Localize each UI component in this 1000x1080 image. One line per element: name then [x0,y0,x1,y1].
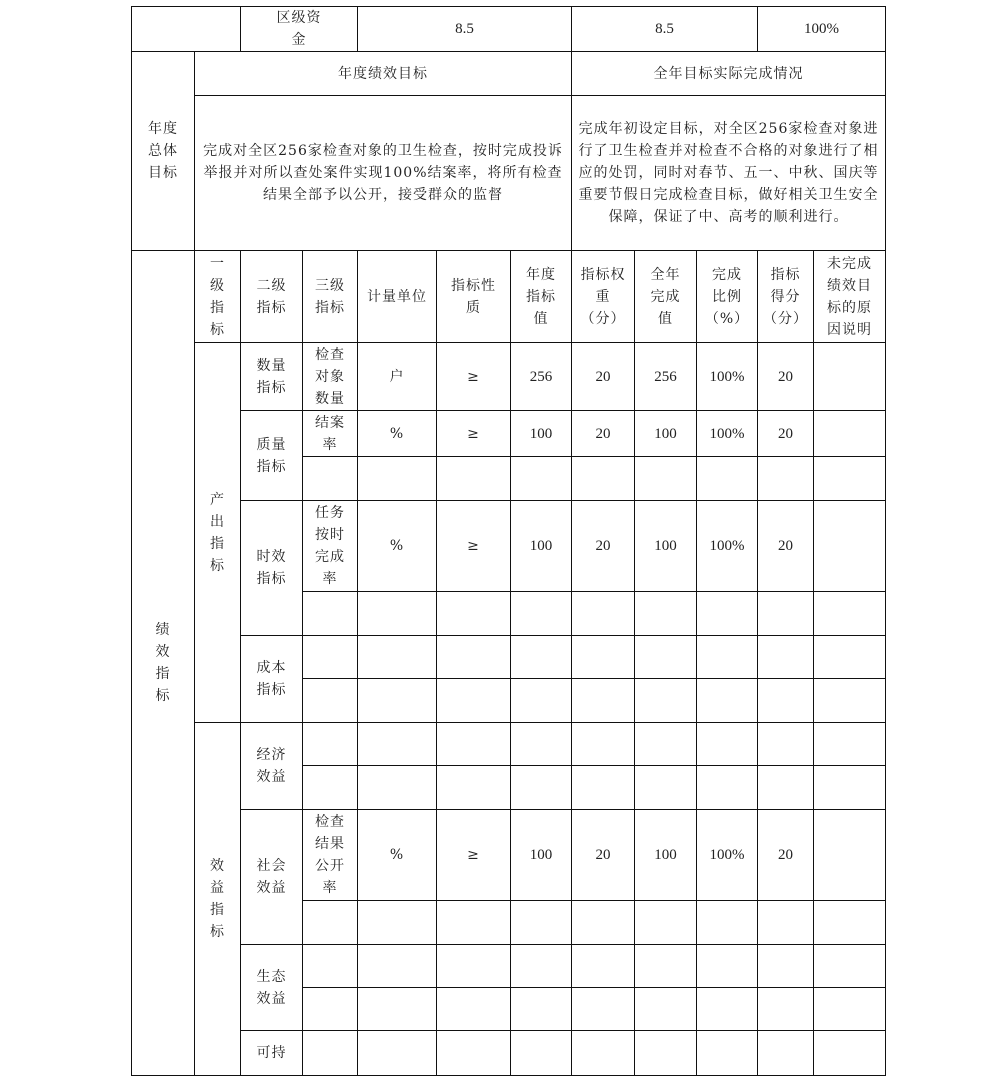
row-weight: 20 [595,368,611,385]
row-weight: 20 [595,425,611,442]
level1-output: 产 出 指 标 [210,491,225,574]
header-annual-value: 年度 指标 值 [526,266,556,327]
hline-row3-bottom [302,591,886,592]
header-level2: 二级 指标 [256,277,287,316]
hline-econ-mid [302,765,886,766]
row-annual-value: 100 [529,847,553,863]
vline-right [885,6,886,1076]
fund-annual-budget: 8.5 [455,21,474,37]
row-weight: 20 [595,847,611,863]
row-nature: ≥ [467,368,480,385]
hline-row4-bottom [302,900,886,901]
fund-execution-rate: 100% [804,21,839,37]
level2-economic: 经济 效益 [256,747,287,785]
header-nature: 指标性 质 [451,277,496,316]
annual-goal-label: 年度 总体 目标 [148,121,178,181]
fund-label: 区级资 金 [276,10,322,48]
row-unit: 户 [389,368,405,385]
row-annual-value: 100 [529,538,553,554]
level1-benefit: 效 益 指 标 [210,858,225,940]
row-level3: 结案 率 [315,414,345,453]
row-annual-value: 100 [529,425,553,442]
row-completion-ratio: 100% [709,538,745,554]
row-level3: 检查 对象 数量 [315,346,345,407]
row-actual-value: 100 [654,425,677,442]
header-weight: 指标权 重 （分） [580,266,626,327]
hline-bottom [131,1075,886,1076]
row-actual-value: 256 [654,368,677,385]
row-nature: ≥ [467,538,480,554]
row-annual-value: 256 [529,368,553,385]
row-actual-value: 100 [654,847,677,863]
row-nature: ≥ [467,847,480,863]
row-score: 20 [778,425,793,442]
row-score: 20 [778,368,793,385]
vline-score-right [813,250,814,1076]
row-completion-ratio: 100% [709,847,745,863]
hline-time-bottom [240,635,886,636]
hline-cost-mid [302,678,886,679]
level2-quality: 质量 指标 [256,436,287,475]
header-level3: 三级 指标 [315,277,345,316]
row-level3: 任务 按时 完成 率 [315,505,345,587]
row-completion-ratio: 100% [709,368,745,385]
header-actual-value: 全年 完成 值 [650,266,681,327]
row-weight: 20 [595,538,611,554]
header-score: 指标 得分 （分） [763,266,808,327]
fund-executed: 8.5 [655,21,674,37]
header-completion-ratio: 完成 比例 （%） [704,266,750,327]
level2-social: 社会 效益 [256,858,287,896]
hline-row2-bottom [302,456,886,457]
hline-eco-bottom [240,1030,886,1031]
row-score: 20 [778,538,793,554]
performance-indicators-label: 绩 效 指 标 [155,622,171,704]
row-unit: % [389,425,405,442]
row-nature: ≥ [467,425,480,442]
header-reason: 未完成 绩效目 标的原 因说明 [827,255,872,338]
level2-sustainable: 可持 [256,1045,287,1061]
hline-social-bottom [240,944,886,945]
row-actual-value: 100 [654,538,677,554]
header-unit: 计量单位 [367,288,427,305]
row-completion-ratio: 100% [709,425,745,442]
row-score: 20 [778,847,793,863]
row-unit: % [389,538,405,554]
row-level3: 检查 结果 公开 率 [315,814,345,896]
level2-timeliness: 时效 指标 [256,549,287,587]
hline-eco-mid [302,987,886,988]
annual-actual-header: 全年目标实际完成情况 [653,65,804,82]
level2-quantity: 数量 指标 [256,357,287,396]
row-unit: % [389,847,405,863]
header-level1: 一 级 指 标 [210,255,225,338]
level2-cost: 成本 指标 [256,660,287,698]
annual-target-text: 完成对全区256家检查对象的卫生检查，按时完成投诉举报并对所以查处案件实现100%结案率，将所有检查结果全部予以公开，接受群众的监督 [203,143,563,203]
level2-ecological: 生态 效益 [256,968,287,1007]
annual-target-header: 年度绩效目标 [338,65,428,82]
annual-actual-text: 完成年初设定目标，对全区256家检查对象进行了卫生检查并对检查不合格的对象进行了相应的处罚，同时对春节、五一、中秋、国庆等重要节假日完成检查目标，做好相关卫生安全保障，保证了中、高考的顺利进行。 [578,121,879,225]
